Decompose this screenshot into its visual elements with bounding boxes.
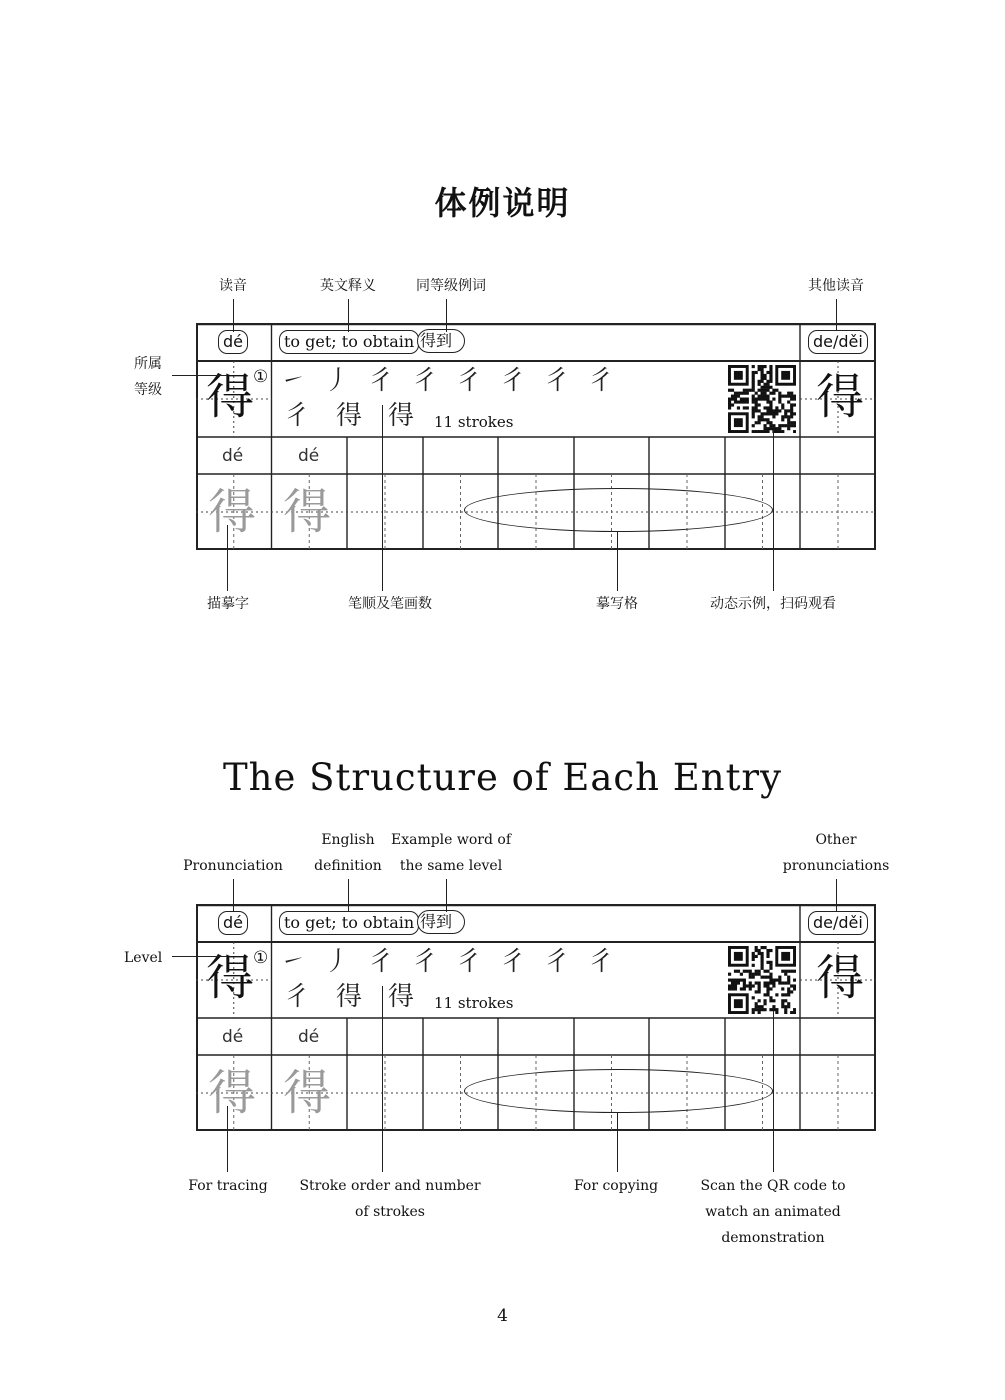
stroke-step: 彳 bbox=[456, 947, 483, 977]
label-qr-en-2: watch an animated bbox=[705, 1204, 841, 1220]
stroke-step: 丿 bbox=[324, 366, 351, 396]
stroke-step: 彳 bbox=[412, 366, 439, 396]
label-level-2: 等级 bbox=[134, 382, 162, 398]
pinyin-pill: dé bbox=[218, 911, 248, 935]
qr-code[interactable] bbox=[728, 365, 796, 433]
entry-grid-chinese bbox=[196, 323, 876, 550]
stroke-step: 彳 bbox=[368, 947, 395, 977]
stroke-step: 彳 bbox=[544, 366, 571, 396]
stroke-step: 彳 bbox=[588, 947, 615, 977]
trace-pinyin-1: dé bbox=[222, 446, 244, 466]
level-mark: ① bbox=[253, 367, 269, 387]
stroke-step: 彳 bbox=[500, 366, 527, 396]
label-pronunciation: 读音 bbox=[219, 278, 247, 294]
label-stroke-order: 笔顺及笔画数 bbox=[348, 596, 432, 612]
stroke-step: 得 bbox=[336, 982, 363, 1012]
copying-area-oval bbox=[464, 488, 773, 532]
stroke-step: 得 bbox=[388, 982, 415, 1012]
definition-pill: to get; to obtain bbox=[279, 911, 419, 935]
tracing-character-1: 得 bbox=[208, 484, 257, 540]
title-english: The Structure of Each Entry bbox=[222, 756, 783, 799]
title-chinese: 体例说明 bbox=[434, 184, 571, 222]
character-reference: 得 bbox=[816, 950, 865, 1006]
stroke-step: 彳 bbox=[412, 947, 439, 977]
level-mark: ① bbox=[253, 948, 269, 968]
qr-code[interactable] bbox=[728, 946, 796, 1014]
character-reference: 得 bbox=[816, 369, 865, 425]
strokes-count: 11 strokes bbox=[434, 413, 514, 431]
stroke-step: ㇀ bbox=[280, 947, 307, 977]
copying-area-oval bbox=[464, 1069, 773, 1113]
qr-code-pattern bbox=[728, 365, 796, 433]
stroke-step: 彳 bbox=[544, 947, 571, 977]
stroke-step: 彳 bbox=[456, 366, 483, 396]
other-pinyin-pill: de/děi bbox=[808, 911, 868, 935]
pinyin-pill: dé bbox=[218, 330, 248, 354]
label-copying: 摹写格 bbox=[596, 596, 638, 612]
label-definition: 英文释义 bbox=[320, 278, 376, 294]
label-definition-en-2: definition bbox=[314, 858, 382, 874]
trace-pinyin-2: dé bbox=[298, 1027, 320, 1047]
tracing-character-1: 得 bbox=[208, 1065, 257, 1121]
definition-pill: to get; to obtain bbox=[279, 330, 419, 354]
example-word-pill: 得到 bbox=[417, 329, 465, 353]
stroke-step: 丿 bbox=[324, 947, 351, 977]
stroke-step: 得 bbox=[336, 401, 363, 431]
label-qr: 动态示例，扫码观看 bbox=[710, 596, 836, 612]
main-character: 得 bbox=[206, 369, 255, 425]
trace-pinyin-1: dé bbox=[222, 1027, 244, 1047]
stroke-step: 彳 bbox=[284, 401, 311, 431]
page-number: 4 bbox=[497, 1306, 508, 1326]
label-stroke-en-2: of strokes bbox=[355, 1204, 425, 1220]
stroke-step: 彳 bbox=[284, 982, 311, 1012]
tracing-character-2: 得 bbox=[283, 1065, 332, 1121]
stroke-step: ㇀ bbox=[280, 366, 307, 396]
stroke-step: 彳 bbox=[500, 947, 527, 977]
label-other-en-1: Other bbox=[815, 832, 857, 848]
tracing-character-2: 得 bbox=[283, 484, 332, 540]
label-example-en-1: Example word of bbox=[390, 832, 512, 848]
label-stroke-en-1: Stroke order and number bbox=[299, 1178, 481, 1194]
stroke-step: 彳 bbox=[588, 366, 615, 396]
example-word-pill: 得到 bbox=[417, 910, 465, 934]
label-tracing-en: For tracing bbox=[188, 1178, 268, 1194]
label-copying-en: For copying bbox=[573, 1178, 659, 1194]
stroke-step: 得 bbox=[388, 401, 415, 431]
label-level-1: 所属 bbox=[134, 356, 162, 372]
label-example: 同等级例词 bbox=[416, 278, 486, 294]
qr-code-pattern bbox=[728, 946, 796, 1014]
label-level-en: Level bbox=[124, 950, 163, 966]
label-definition-en-1: English bbox=[321, 832, 375, 848]
label-pronunciation-en: Pronunciation bbox=[183, 858, 283, 874]
trace-pinyin-2: dé bbox=[298, 446, 320, 466]
label-qr-en-3: demonstration bbox=[721, 1230, 825, 1246]
other-pinyin-pill: de/děi bbox=[808, 330, 868, 354]
label-other-pronunciation: 其他读音 bbox=[808, 278, 864, 294]
strokes-count: 11 strokes bbox=[434, 994, 514, 1012]
entry-grid-english bbox=[196, 904, 876, 1131]
label-other-en-2: pronunciations bbox=[782, 858, 890, 874]
stroke-step: 彳 bbox=[368, 366, 395, 396]
main-character: 得 bbox=[206, 950, 255, 1006]
label-qr-en-1: Scan the QR code to bbox=[700, 1178, 846, 1194]
label-tracing: 描摹字 bbox=[207, 596, 249, 612]
label-example-en-2: the same level bbox=[399, 858, 503, 874]
